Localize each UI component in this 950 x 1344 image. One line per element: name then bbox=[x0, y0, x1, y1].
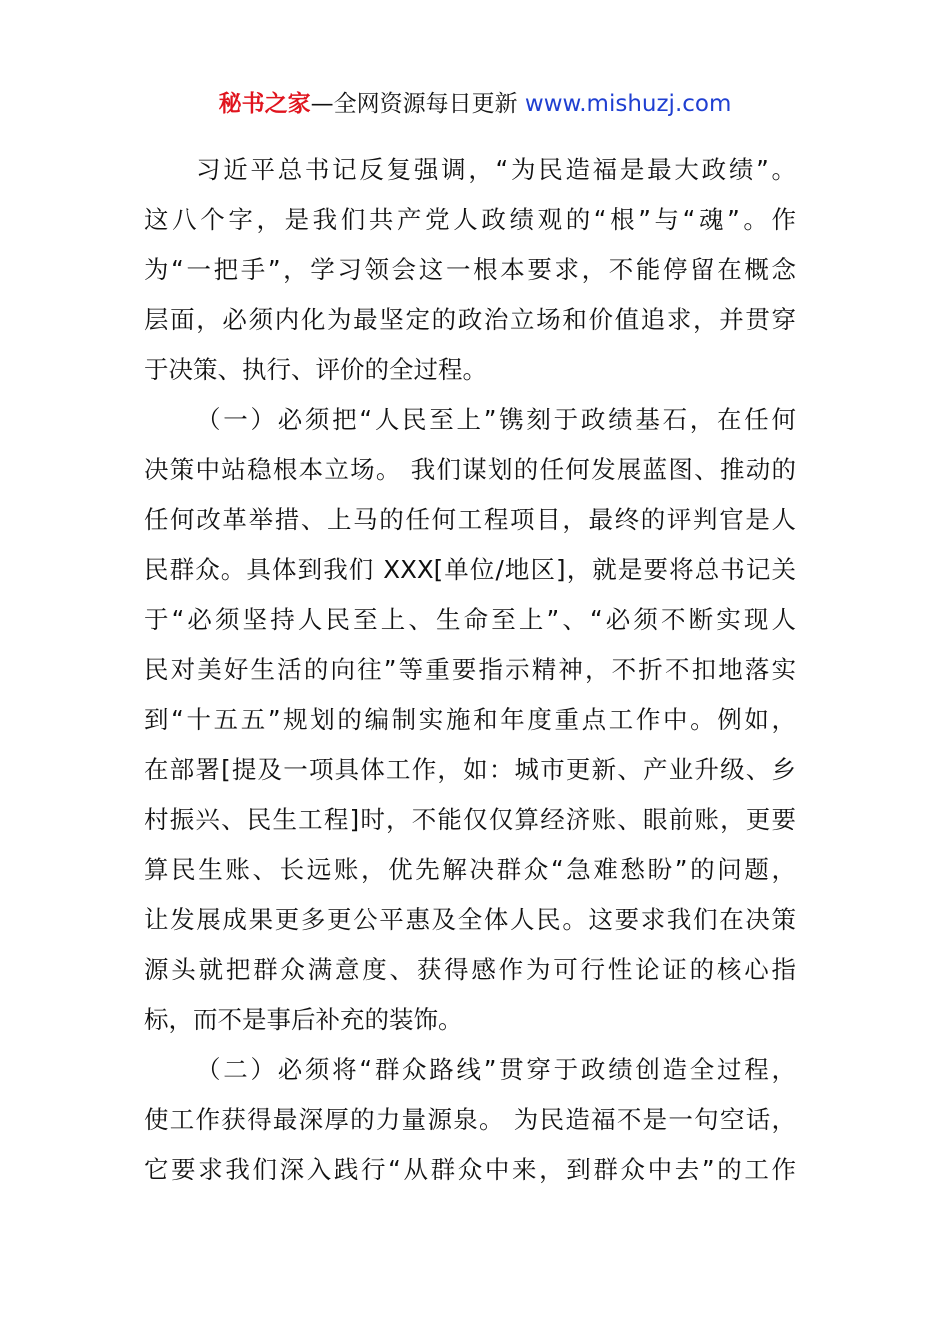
site-header bbox=[0, 86, 950, 122]
paragraph-1-line: 层面，必须内化为最坚定的政治立场和价值追求，并贯穿 bbox=[144, 305, 796, 334]
paragraph-1-line: 习近平总书记反复强调，“为民造福是最大政绩”。 bbox=[196, 155, 796, 184]
header-tagline: —全网资源每日更新 bbox=[310, 91, 525, 117]
paragraph-2-line: 算民生账、长远账，优先解决群众“急难愁盼”的问题， bbox=[144, 855, 796, 884]
document-body bbox=[144, 145, 796, 1195]
paragraph-3-line: 使工作获得最深厚的力量源泉。 为民造福不是一句空话， bbox=[144, 1105, 796, 1134]
paragraph-2-line: 任何改革举措、上马的任何工程项目，最终的评判官是人 bbox=[144, 505, 796, 534]
paragraph-2-line: 决策中站稳根本立场。 我们谋划的任何发展蓝图、推动的 bbox=[144, 455, 796, 484]
paragraph-3-line: （二）必须将“群众路线”贯穿于政绩创造全过程， bbox=[196, 1055, 796, 1084]
brand-name: 秘书之家 bbox=[218, 91, 311, 117]
site-url-link[interactable]: www.mishuzj.com bbox=[524, 91, 732, 117]
paragraph-1-line: 于决策、执行、评价的全过程。 bbox=[144, 355, 487, 384]
paragraph-2-line: （一）必须把“人民至上”镌刻于政绩基石，在任何 bbox=[196, 405, 796, 434]
paragraph-2-line: 源头就把群众满意度、获得感作为可行性论证的核心指 bbox=[144, 955, 796, 984]
paragraph-2-line: 标，而不是事后补充的装饰。 bbox=[144, 1005, 463, 1034]
paragraph-2-line: 村振兴、民生工程]时，不能仅仅算经济账、眼前账，更要 bbox=[144, 805, 796, 834]
paragraph-2-line: 到“十五五”规划的编制实施和年度重点工作中。例如， bbox=[144, 705, 796, 734]
paragraph-2-line: 让发展成果更多更公平惠及全体人民。这要求我们在决策 bbox=[144, 905, 796, 934]
paragraph-2-line: 在部署[提及一项具体工作，如：城市更新、产业升级、乡 bbox=[144, 755, 796, 784]
paragraph-2-line: 于“必须坚持人民至上、生命至上”、“必须不断实现人 bbox=[144, 605, 796, 634]
paragraph-2-line: 民对美好生活的向往”等重要指示精神，不折不扣地落实 bbox=[144, 655, 796, 684]
paragraph-1-line: 为“一把手”，学习领会这一根本要求，不能停留在概念 bbox=[144, 255, 796, 284]
paragraph-1-line: 这八个字，是我们共产党人政绩观的“根”与“魂”。作 bbox=[144, 205, 796, 234]
paragraph-3-line: 它要求我们深入践行“从群众中来，到群众中去”的工作 bbox=[144, 1155, 796, 1184]
paragraph-2-line: 民群众。具体到我们 XXX[单位/地区]，就是要将总书记关 bbox=[144, 555, 796, 584]
